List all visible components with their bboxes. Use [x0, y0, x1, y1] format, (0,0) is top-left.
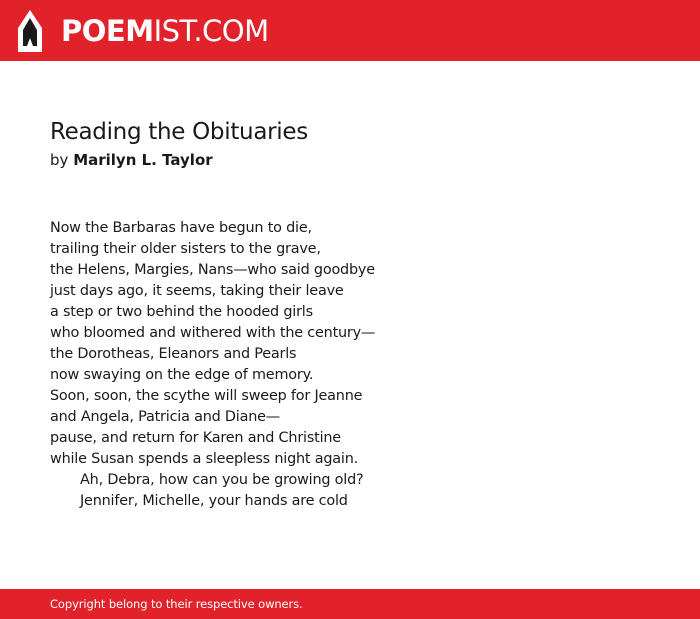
- poem-line: and Angela, Patricia and Diane—: [50, 409, 280, 425]
- poem-body: [50, 218, 650, 512]
- poem-title: Reading the Obituaries: [50, 119, 308, 145]
- site-footer: [0, 589, 700, 619]
- site-header: [0, 0, 700, 61]
- site-logo-text: [61, 10, 269, 52]
- copyright-notice: Copyright belong to their respective owners.: [50, 597, 303, 611]
- poem-line: Jennifer, Michelle, your hands are cold: [80, 493, 348, 509]
- poem-line: the Helens, Margies, Nans—who said goodbye: [50, 262, 375, 278]
- poem-line: now swaying on the edge of memory.: [50, 367, 314, 383]
- poem-line: trailing their older sisters to the grave,: [50, 241, 321, 257]
- poem-line: Now the Barbaras have begun to die,: [50, 220, 312, 236]
- poem-line: while Susan spends a sleepless night again.: [50, 451, 359, 467]
- poem-line: pause, and return for Karen and Christine: [50, 430, 341, 446]
- poem-line: Ah, Debra, how can you be growing old?: [80, 472, 364, 488]
- poem-heading: [50, 116, 650, 171]
- site-logo-bold: POEM: [61, 14, 154, 48]
- site-logo-link[interactable]: [18, 10, 269, 52]
- pen-nib-icon: [18, 10, 42, 52]
- site-logo-light: IST.COM: [153, 14, 269, 48]
- poem-author-link[interactable]: Marilyn L. Taylor: [73, 151, 213, 169]
- poem-line: who bloomed and withered with the century—: [50, 325, 376, 341]
- by-label: by: [50, 151, 69, 169]
- poem-line: Soon, soon, the scythe will sweep for Jeanne: [50, 388, 363, 404]
- poem-byline: [50, 149, 650, 171]
- poem-line: the Dorotheas, Eleanors and Pearls: [50, 346, 297, 362]
- poem-line: just days ago, it seems, taking their leave: [50, 283, 344, 299]
- poem-line: a step or two behind the hooded girls: [50, 304, 313, 320]
